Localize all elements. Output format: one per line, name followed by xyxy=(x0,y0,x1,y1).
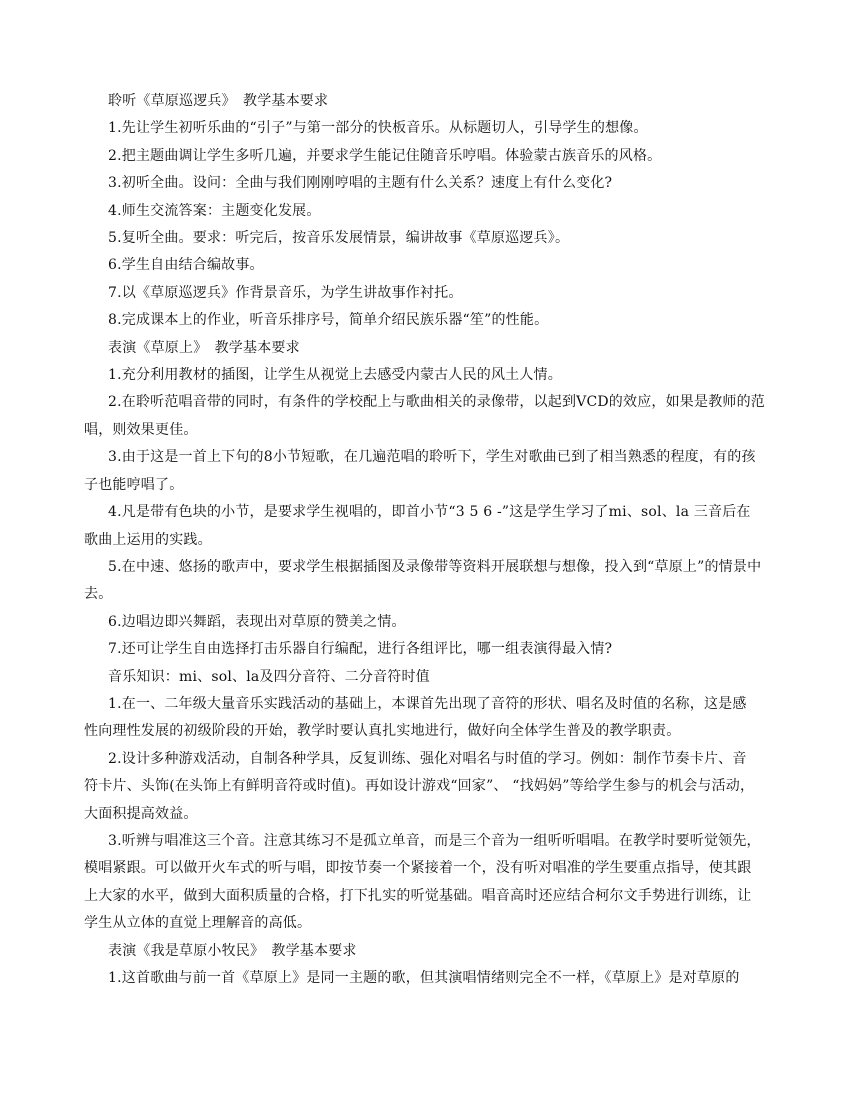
list-item xyxy=(84,609,776,636)
list-item xyxy=(84,307,776,334)
line-text: 2.把主题曲调让学生多听几遍，并要求学生能记住随音乐哼唱。体验蒙古族音乐的风格。 xyxy=(108,147,662,164)
line-text: 表演《草原上》 教学基本要求 xyxy=(108,339,300,356)
list-item xyxy=(84,225,776,252)
line-text: 5.在中速、悠扬的歌声中，要求学生根据插图及录像带等资料开展联想与想像，投入到“草原上”的情景中 xyxy=(108,558,762,575)
section-heading xyxy=(84,664,776,691)
line-text: 7.还可让学生自由选择打击乐器自行编配，进行各组评比，哪一组表演得最入情? xyxy=(108,641,613,658)
line-continuation: 歌曲上运用的实践。 xyxy=(84,531,212,548)
line-continuation: 去。 xyxy=(84,586,113,603)
line-text: 2.设计多种游戏活动，自制各种学具，反复训练、强化对唱名与时值的学习。例如：制作节奏卡片、音 xyxy=(108,750,747,767)
line-text: 1.充分利用教材的插图，让学生从视觉上去感受内蒙古人民的风土人情。 xyxy=(108,367,562,384)
list-item xyxy=(84,115,776,142)
line-text: 音乐知识：mi、sol、la及四分音符、二分音符时值 xyxy=(108,668,430,685)
line-text: 5.复听全曲。要求：听完后，按音乐发展情景，编讲故事《草原巡逻兵》。 xyxy=(108,230,570,247)
line-text: 3.由于这是一首上下句的8小节短歌，在几遍范唱的聆听下，学生对歌曲已到了相当熟悉的程度，有的孩 xyxy=(108,449,756,466)
list-item xyxy=(84,198,776,225)
line-text: 4.凡是带有色块的小节，是要求学生视唱的，即首小节“3 5 6 -”这是学生学习了mi、sol、la 三音后在 xyxy=(108,504,751,521)
list-item xyxy=(84,828,776,938)
list-item xyxy=(84,280,776,307)
section-heading xyxy=(84,938,776,965)
list-item xyxy=(84,965,776,992)
line-continuation: 上大家的水平，做到大面积质量的合格，打下扎实的听觉基础。唱音高时还应结合柯尔文手势进行训练，让 xyxy=(84,887,752,904)
line-continuation: 大面积提高效益。 xyxy=(84,805,198,822)
line-text: 3.初听全曲。设问：全曲与我们刚刚哼唱的主题有什么关系？速度上有什么变化? xyxy=(108,175,613,192)
line-continuation: 学生从立体的直觉上理解音的高低。 xyxy=(84,915,312,932)
list-item xyxy=(84,444,776,499)
line-text: 7.以《草原巡逻兵》作背景音乐，为学生讲故事作衬托。 xyxy=(108,284,463,301)
list-item xyxy=(84,636,776,663)
line-text: 3.听辨与唱准这三个音。注意其练习不是孤立单音，而是三个音为一组听听唱唱。在教学时要听觉领先， xyxy=(108,832,761,849)
list-item xyxy=(84,746,776,828)
line-text: 6.学生自由结合编故事。 xyxy=(108,257,264,274)
line-continuation: 子也能哼唱了。 xyxy=(84,476,184,493)
line-continuation: 性向理性发展的初级阶段的开始，教学时要认真扎实地进行，做好向全体学生普及的教学职责。 xyxy=(84,723,681,740)
line-text: 1.先让学生初听乐曲的“引子”与第一部分的快板音乐。从标题切人，引导学生的想像。 xyxy=(108,120,648,137)
list-item xyxy=(84,389,776,444)
list-item xyxy=(84,691,776,746)
list-item xyxy=(84,554,776,609)
line-continuation: 模唱紧跟。可以做开火车式的听与唱，即按节奏一个紧接着一个，没有听对唱准的学生要重点指导，使其跟 xyxy=(84,860,752,877)
line-text: 4.师生交流答案：主题变化发展。 xyxy=(108,202,321,219)
line-continuation: 符卡片、头饰(在头饰上有鲜明音符或时值)。再如设计游戏“回家”、 “找妈妈”等给学生参与的机会与活动， xyxy=(84,778,755,795)
line-text: 聆听《草原巡逻兵》 教学基本要求 xyxy=(108,93,329,109)
list-item xyxy=(84,143,776,170)
line-text: 1.这首歌曲与前一首《草原上》是同一主题的歌，但其演唱情绪则完全不一样，《草原上》是对草原的 xyxy=(108,970,740,986)
section-heading xyxy=(84,88,776,115)
list-item xyxy=(84,170,776,197)
list-item xyxy=(84,499,776,554)
list-item xyxy=(84,362,776,389)
line-continuation: 唱，则效果更佳。 xyxy=(84,421,198,438)
line-text: 2.在聆听范唱音带的同时，有条件的学校配上与歌曲相关的录像带，以起到VCD的效应，如果是教师的范 xyxy=(108,394,766,411)
section-heading xyxy=(84,335,776,362)
line-text: 表演《我是草原小牧民》 教学基本要求 xyxy=(108,942,357,959)
line-text: 6.边唱边即兴舞蹈，表现出对草原的赞美之情。 xyxy=(108,613,406,630)
line-text: 8.完成课本上的作业，听音乐排序号，简单介绍民族乐器“笙”的性能。 xyxy=(108,312,549,329)
line-text: 1.在一、二年级大量音乐实践活动的基础上，本课首先出现了音符的形状、唱名及时值的名称，这是感 xyxy=(108,695,747,712)
list-item xyxy=(84,252,776,279)
